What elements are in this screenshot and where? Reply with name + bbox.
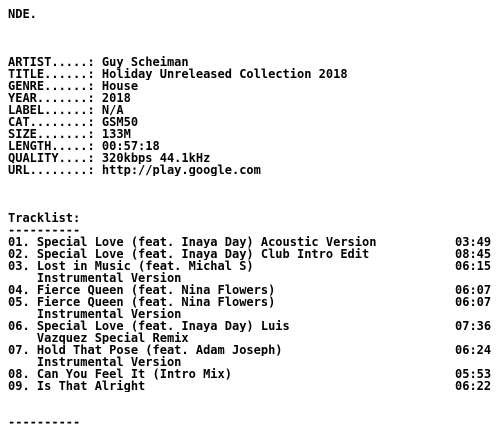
track-duration: 08:45 [455,248,492,260]
blank-line [8,20,498,32]
track-duration: 06:15 [455,260,492,272]
track-list [8,236,498,392]
info-key: SIZE.......: [8,128,102,140]
info-value: Holiday Unreleased Collection 2018 [101,68,348,80]
track-name: 09. Is That Alright [8,380,146,392]
track-name: 01. Special Love (feat. Inaya Day) Acoustic Version [8,236,377,248]
track-duration: 06:22 [455,380,492,392]
track-name: 02. Special Love (feat. Inaya Day) Club Intro Edit [8,248,370,260]
footer-divider: ---------- [8,416,81,428]
info-value: House [101,80,139,92]
info-key: QUALITY....: [8,152,102,164]
info-quality [8,152,498,164]
info-value: 00:57:18 [101,140,160,152]
track-duration: 06:07 [455,284,492,296]
track-name: 06. Special Love (feat. Inaya Day) Luis [8,320,290,332]
tracklist-underline: ---------- [8,224,81,236]
info-key: URL........: [8,164,102,176]
track-04 [8,284,498,296]
track-03 [8,260,498,272]
info-label [8,104,498,116]
track-name: 05. Fierce Queen (feat. Nina Flowers) [8,296,276,308]
info-key: ARTIST.....: [8,56,102,68]
info-size [8,128,498,140]
info-value: http://play.google.com [101,164,261,176]
track-06 [8,320,498,332]
info-key: LENGTH.....: [8,140,102,152]
info-value: 133M [101,128,131,140]
blank-line [8,44,498,56]
info-cat [8,116,498,128]
track-duration: 05:53 [455,368,492,380]
track-duration: 03:49 [455,236,492,248]
info-value: 2018 [101,92,131,104]
tracklist-section [8,212,498,392]
info-value: 320kbps 44.1kHz [101,152,211,164]
info-title [8,68,498,80]
blank-line [8,32,498,44]
info-genre [8,80,498,92]
info-key: GENRE......: [8,80,102,92]
blank-line [8,188,498,200]
info-key: YEAR.......: [8,92,102,104]
blank-line [8,200,498,212]
track-03-subtitle: Instrumental Version [8,272,182,284]
info-value: N/A [101,104,124,116]
track-name: 07. Hold That Pose (feat. Adam Joseph) [8,344,283,356]
info-key: TITLE......: [8,68,102,80]
track-08 [8,368,498,380]
info-url [8,164,498,176]
track-07 [8,344,498,356]
nfo-document [8,8,498,428]
info-length [8,140,498,152]
track-05 [8,296,498,308]
blank-line [8,392,498,404]
track-07-subtitle: Instrumental Version [8,356,182,368]
info-artist [8,56,498,68]
track-05-subtitle: Instrumental Version [8,308,182,320]
info-value: GSM50 [101,116,139,128]
track-name: 08. Can You Feel It (Intro Mix) [8,368,232,380]
track-duration: 06:07 [455,296,492,308]
release-info [8,56,498,176]
track-06-subtitle: Vazquez Special Remix [8,332,189,344]
track-01 [8,236,498,248]
track-name: 03. Lost in Music (feat. Michal S) [8,260,254,272]
track-name: 04. Fierce Queen (feat. Nina Flowers) [8,284,276,296]
blank-line [8,404,498,416]
track-09 [8,380,498,392]
blank-line [8,176,498,188]
info-value: Guy Scheiman [101,56,189,68]
track-02 [8,248,498,260]
info-key: CAT........: [8,116,102,128]
info-year [8,92,498,104]
group-title: NDE. [8,8,37,20]
info-key: LABEL......: [8,104,102,116]
track-duration: 06:24 [455,344,492,356]
track-duration: 07:36 [455,320,492,332]
tracklist-heading: Tracklist: [8,212,81,224]
